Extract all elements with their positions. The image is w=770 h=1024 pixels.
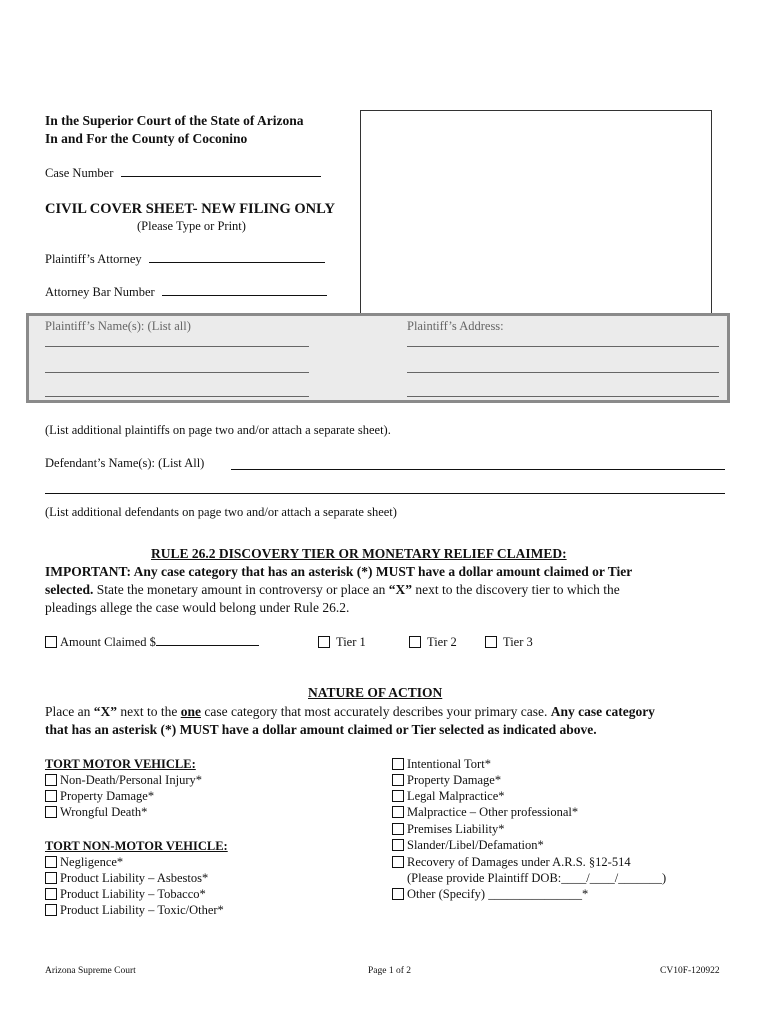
category-option[interactable] xyxy=(45,886,206,902)
rule-pleadings-line: pleadings allege the case would belong under Rule 26.2. xyxy=(45,600,350,615)
category-checkbox[interactable] xyxy=(45,774,57,786)
category-option[interactable] xyxy=(45,804,147,820)
form-title: CIVIL COVER SHEET- NEW FILING ONLY xyxy=(45,201,335,217)
category-label: Product Liability – Asbestos* xyxy=(60,871,209,885)
tier3-label: Tier 3 xyxy=(503,635,533,649)
category-label: Property Damage* xyxy=(407,773,502,787)
other-specify-label: Other (Specify) _______________* xyxy=(407,887,589,901)
category-option[interactable] xyxy=(392,804,578,820)
bar-number-field[interactable] xyxy=(162,295,327,296)
tort-motor-heading: TORT MOTOR VEHICLE: xyxy=(45,757,196,771)
attorney-label: Plaintiff’s Attorney xyxy=(45,252,142,266)
category-label: Slander/Libel/Defamation* xyxy=(407,838,544,852)
category-option[interactable] xyxy=(392,837,544,853)
category-label: Recovery of Damages under A.R.S. §12-514 xyxy=(407,855,631,869)
rule-selected-text: selected. xyxy=(45,582,94,597)
nature-instruction-line2: that has an asterisk (*) MUST have a dollar amount claimed or Tier selected as indicated above. xyxy=(45,722,597,737)
plaintiff-info-box xyxy=(26,313,730,403)
case-number-field[interactable] xyxy=(121,176,321,177)
category-checkbox[interactable] xyxy=(392,856,404,868)
footer-left: Arizona Supreme Court xyxy=(45,966,136,976)
category-checkbox[interactable] xyxy=(392,758,404,770)
category-checkbox[interactable] xyxy=(45,856,57,868)
case-number-row xyxy=(45,166,321,181)
plaintiff-address-line[interactable] xyxy=(407,396,719,397)
category-checkbox[interactable] xyxy=(392,823,404,835)
plaintiff-name-line[interactable] xyxy=(45,346,309,347)
category-checkbox[interactable] xyxy=(392,774,404,786)
category-label: Legal Malpractice* xyxy=(407,789,505,803)
attorney-row xyxy=(45,252,325,267)
category-label: Intentional Tort* xyxy=(407,757,491,771)
tier3-checkbox[interactable] xyxy=(485,636,497,648)
category-label: Wrongful Death* xyxy=(60,805,148,819)
category-option[interactable] xyxy=(45,772,202,788)
tier1-option[interactable] xyxy=(318,635,366,650)
nature-bold-text: Any case category xyxy=(550,704,655,719)
category-checkbox[interactable] xyxy=(392,806,404,818)
category-label: Product Liability – Toxic/Other* xyxy=(60,903,224,917)
defendant-label: Defendant’s Name(s): (List All) xyxy=(45,456,205,470)
category-option[interactable] xyxy=(392,821,505,837)
category-checkbox[interactable] xyxy=(45,872,57,884)
category-option[interactable] xyxy=(45,788,154,804)
amount-claimed-field[interactable] xyxy=(156,645,259,646)
rule-x-mark-text: “X” xyxy=(388,582,413,597)
category-checkbox[interactable] xyxy=(45,790,57,802)
attorney-field[interactable] xyxy=(149,262,325,263)
nature-text-a: Place an xyxy=(45,704,94,719)
plaintiff-address-label: Plaintiff’s Address: xyxy=(407,319,504,333)
page-number: Page 1 of 2 xyxy=(368,966,412,976)
additional-defendants-note: (List additional defendants on page two and/or attach a separate sheet) xyxy=(45,505,397,519)
category-option-other[interactable] xyxy=(392,886,588,902)
category-checkbox[interactable] xyxy=(45,806,57,818)
rule-instruction-end: next to the discovery tier to which the xyxy=(412,582,620,597)
nature-instruction-line1 xyxy=(45,704,655,720)
category-option[interactable] xyxy=(45,902,224,918)
plaintiff-names-label: Plaintiff’s Name(s): (List all) xyxy=(45,319,191,333)
category-checkbox[interactable] xyxy=(392,888,404,900)
defendant-name-line[interactable] xyxy=(45,493,725,494)
defendant-name-line[interactable] xyxy=(231,469,725,470)
tier1-label: Tier 1 xyxy=(336,635,366,649)
category-option[interactable] xyxy=(392,772,501,788)
category-checkbox[interactable] xyxy=(392,839,404,851)
nature-x-mark-text: “X” xyxy=(93,704,117,719)
category-label: Non-Death/Personal Injury* xyxy=(60,773,202,787)
tier2-label: Tier 2 xyxy=(427,635,457,649)
clerk-filing-stamp-box xyxy=(360,110,712,314)
nature-one-text: one xyxy=(180,704,201,719)
plaintiff-name-line[interactable] xyxy=(45,372,309,373)
amount-claimed-checkbox[interactable] xyxy=(45,636,57,648)
amount-claimed-label: Amount Claimed $ xyxy=(60,635,156,649)
nature-text-b: next to the xyxy=(116,704,181,719)
tier2-option[interactable] xyxy=(409,635,457,650)
rule-instruction-text: State the monetary amount in controversy or place an xyxy=(93,582,389,597)
plaintiff-address-line[interactable] xyxy=(407,346,719,347)
category-option[interactable] xyxy=(45,854,123,870)
case-number-label: Case Number xyxy=(45,166,114,180)
category-checkbox[interactable] xyxy=(45,904,57,916)
tier3-option[interactable] xyxy=(485,635,533,650)
category-option[interactable] xyxy=(45,870,208,886)
tier2-checkbox[interactable] xyxy=(409,636,421,648)
nature-heading: NATURE OF ACTION xyxy=(308,685,443,700)
plaintiff-dob-field[interactable]: (Please provide Plaintiff DOB:____/____/_______) xyxy=(407,871,667,885)
plaintiff-name-line[interactable] xyxy=(45,396,309,397)
category-option[interactable] xyxy=(392,756,491,772)
plaintiff-address-line[interactable] xyxy=(407,372,719,373)
category-label: Premises Liability* xyxy=(407,822,505,836)
category-label: Property Damage* xyxy=(60,789,155,803)
rule-heading: RULE 26.2 DISCOVERY TIER OR MONETARY RELIEF CLAIMED: xyxy=(151,546,567,561)
bar-number-label: Attorney Bar Number xyxy=(45,285,155,299)
category-label: Negligence* xyxy=(60,855,124,869)
amount-claimed-row xyxy=(45,635,259,650)
category-checkbox[interactable] xyxy=(45,888,57,900)
category-label: Malpractice – Other professional* xyxy=(407,805,579,819)
rule-instruction-line xyxy=(45,582,620,598)
additional-plaintiffs-note: (List additional plaintiffs on page two and/or attach a separate sheet). xyxy=(45,423,391,437)
court-name-line2: In and For the County of Coconino xyxy=(45,131,248,146)
nature-text-c: case category that most accurately describes your primary case. xyxy=(200,704,551,719)
category-checkbox[interactable] xyxy=(392,790,404,802)
form-subtitle: (Please Type or Print) xyxy=(137,219,246,233)
bar-number-row xyxy=(45,285,327,300)
court-name-line1: In the Superior Court of the State of Arizona xyxy=(45,113,304,128)
tort-non-motor-heading: TORT NON-MOTOR VEHICLE: xyxy=(45,839,228,853)
form-code: CV10F-120922 xyxy=(660,966,720,976)
rule-important-line: IMPORTANT: Any case category that has an asterisk (*) MUST have a dollar amount claimed or Tier xyxy=(45,564,633,579)
category-label: Product Liability – Tobacco* xyxy=(60,887,206,901)
category-option[interactable] xyxy=(392,788,505,804)
category-option[interactable] xyxy=(392,854,631,870)
tier1-checkbox[interactable] xyxy=(318,636,330,648)
